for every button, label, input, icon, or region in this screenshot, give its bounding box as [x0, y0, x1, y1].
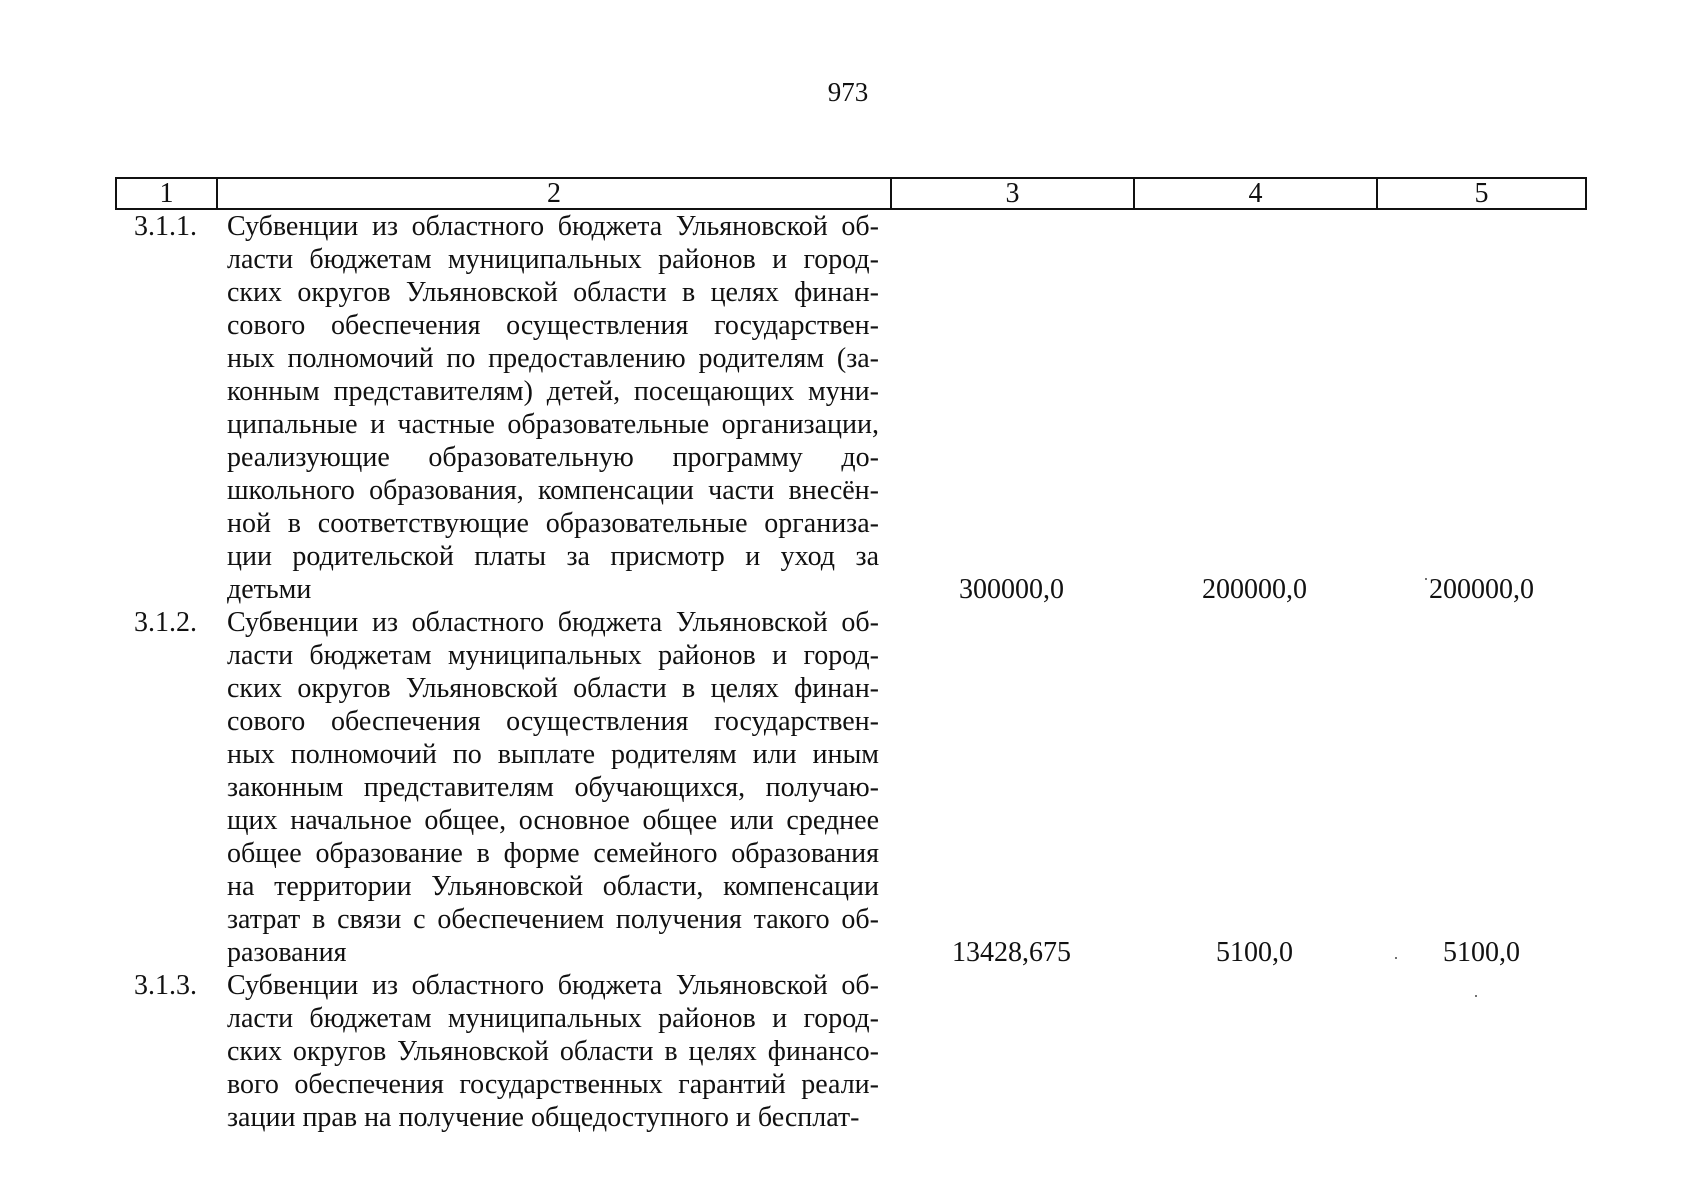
table-header — [115, 177, 1587, 210]
page-number: 973 — [827, 77, 869, 107]
description-line: реализующие образовательную программу до- — [227, 442, 879, 473]
description-line: зации прав на получение общедоступного и бесплат- — [227, 1102, 860, 1133]
description-line: ских округов Ульяновской области в целях финансо- — [227, 1036, 879, 1067]
description-line: Субвенции из областного бюджета Ульяновской об- — [227, 970, 879, 1001]
row-value-col3: 300000,0 — [959, 574, 1064, 605]
scan-speck — [1425, 578, 1427, 580]
description-line: ласти бюджетам муниципальных районов и город- — [227, 640, 879, 671]
scan-speck — [1475, 995, 1477, 997]
table-row — [115, 969, 1587, 1134]
header-col-2: 2 — [218, 179, 892, 208]
description-line: ласти бюджетам муниципальных районов и город- — [227, 244, 879, 275]
row-description — [227, 606, 879, 969]
header-col-5: 5 — [1474, 178, 1489, 209]
description-line: ласти бюджетам муниципальных районов и город- — [227, 1003, 879, 1034]
description-line: затрат в связи с обеспечением получения такого об- — [227, 904, 879, 935]
description-line: щих начальное общее, основное общее или среднее — [227, 805, 879, 836]
description-line: ных полномочий по предоставлению родителям (за- — [227, 343, 879, 374]
description-line: ной в соответствующие образовательные организа- — [227, 508, 879, 539]
row-number: 3.1.1. — [134, 211, 197, 242]
description-line: вого обеспечения государственных гарантий реали- — [227, 1069, 879, 1100]
description-line: Субвенции из областного бюджета Ульяновской об- — [227, 211, 879, 242]
description-line: ципальные и частные образовательные организации, — [227, 409, 879, 440]
description-line: сового обеспечения осуществления государствен- — [227, 310, 879, 341]
table-row — [115, 606, 1587, 969]
header-col-1: 1 — [117, 179, 218, 208]
description-line: конным представителям) детей, посещающих муни- — [227, 376, 879, 407]
description-line: школьного образования, компенсации части внесён- — [227, 475, 879, 506]
header-col-4: 4 — [1135, 179, 1378, 208]
header-col-3: 3 — [892, 179, 1135, 208]
scan-speck — [1395, 957, 1397, 959]
table-body — [115, 210, 1587, 1134]
description-line: сового обеспечения осуществления государствен- — [227, 706, 879, 737]
row-description — [227, 969, 879, 1134]
description-line: ских округов Ульяновской области в целях финан- — [227, 673, 879, 704]
row-value-col3: 13428,675 — [952, 937, 1071, 968]
description-line: на территории Ульяновской области, компенсации — [227, 871, 879, 902]
description-line: разования — [227, 937, 347, 968]
description-line: общее образование в форме семейного образования — [227, 838, 879, 869]
row-value-col5: 200000,0 — [1429, 574, 1534, 605]
description-line: ских округов Ульяновской области в целях финан- — [227, 277, 879, 308]
row-value-col4: 5100,0 — [1216, 937, 1293, 968]
description-line: Субвенции из областного бюджета Ульяновской об- — [227, 607, 879, 638]
table-row — [115, 210, 1587, 606]
row-number: 3.1.2. — [134, 607, 197, 638]
row-description — [227, 210, 879, 606]
row-value-col5: 5100,0 — [1443, 937, 1520, 968]
description-line: ных полномочий по выплате родителям или иным — [227, 739, 879, 770]
description-line: ции родительской платы за присмотр и уход за — [227, 541, 879, 572]
description-line: законным представителям обучающихся, получаю- — [227, 772, 879, 803]
row-number: 3.1.3. — [134, 970, 197, 1001]
row-value-col4: 200000,0 — [1202, 574, 1307, 605]
description-line: детьми — [227, 574, 312, 605]
